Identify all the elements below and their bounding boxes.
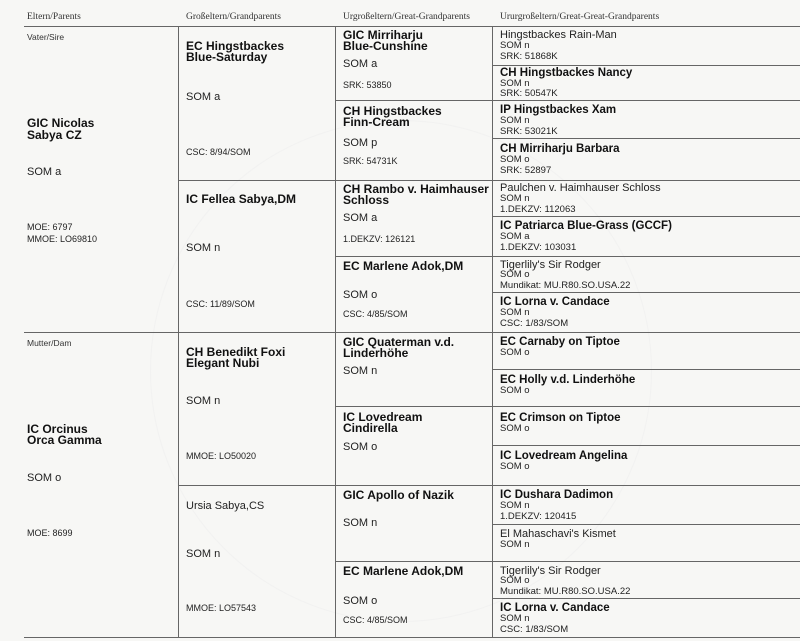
gggp-4-color: SOM o [500, 154, 530, 165]
ggp-6-color: SOM o [343, 441, 378, 453]
gp-2-name-line1: IC Fellea Sabya,DM [186, 192, 297, 206]
gggp-1-reg: SRK: 51868K [500, 51, 558, 62]
ggp-1-name-line2: Blue-Cunshine [343, 39, 428, 53]
gp-divider-2 [178, 485, 800, 486]
column-line [492, 26, 493, 637]
gggp-5-color: SOM n [500, 193, 530, 204]
gggp-15-color: SOM o [500, 575, 530, 586]
sire-color: SOM a [27, 166, 62, 178]
gggp-divider [492, 292, 800, 293]
gggp-16-color: SOM n [500, 613, 530, 624]
ggp-6-name-line2: Cindirella [343, 421, 398, 435]
sire-reg1: MOE: 6797 [27, 222, 73, 232]
ggp-4-color: SOM o [343, 289, 378, 301]
ggp-6-name-line1: IC Lovedream [343, 410, 423, 424]
ggp-divider-3 [335, 406, 800, 407]
sire-label: Vater/Sire [27, 32, 65, 42]
gp-3-reg: MMOE: LO50020 [186, 451, 257, 461]
gggp-11-name: EC Crimson on Tiptoe [500, 412, 621, 424]
sire-dam-divider [24, 332, 800, 333]
gggp-8-reg: CSC: 1/83/SOM [500, 318, 569, 329]
gggp-13-color: SOM n [500, 500, 530, 511]
gggp-7-color: SOM o [500, 269, 530, 280]
gp-1-name-line2: Blue-Saturday [186, 50, 268, 64]
header-divider [24, 26, 800, 27]
ggp-1-name-line1: GIC Mirriharju [343, 28, 424, 42]
ggp-3-color: SOM a [343, 212, 378, 224]
gp-2-reg: CSC: 11/89/SOM [186, 299, 255, 309]
dam-name-line2: Orca Gamma [27, 433, 102, 447]
ggp-3-reg: 1.DEKZV: 126121 [343, 234, 416, 244]
ggp-7-color: SOM n [343, 517, 378, 529]
ggp-8-reg: CSC: 4/85/SOM [343, 615, 408, 625]
gp-3-name-line1: CH Benedikt Foxi [186, 345, 286, 359]
ggp-8-color: SOM o [343, 595, 378, 607]
gggp-1-name: Hingstbackes Rain-Man [500, 29, 617, 41]
ggp-divider-2 [335, 256, 800, 257]
ggp-3-name-line2: Schloss [343, 193, 390, 207]
gggp-4-reg: SRK: 52897 [500, 165, 552, 176]
gggp-10-color: SOM o [500, 385, 530, 396]
gggp-12-name: IC Lovedream Angelina [500, 450, 628, 462]
gggp-11-color: SOM o [500, 423, 530, 434]
ggp-5-name-line2: Linderhöhe [343, 346, 409, 360]
ggp-2-name-line2: Finn-Cream [343, 115, 410, 129]
gggp-8-name: IC Lorna v. Candace [500, 296, 610, 308]
gggp-3-reg: SRK: 53021K [500, 126, 558, 137]
gggp-divider [492, 598, 800, 599]
gp-4-color: SOM n [186, 548, 221, 560]
gggp-3-name: IP Hingstbackes Xam [500, 104, 617, 116]
gggp-10-name: EC Holly v.d. Linderhöhe [500, 374, 636, 386]
gggp-15-reg: Mundikat: MU.R80.SO.USA.22 [500, 586, 631, 597]
ggp-2-name-line1: CH Hingstbackes [343, 104, 442, 118]
bottom-divider [24, 637, 800, 638]
gp-2-color: SOM n [186, 242, 221, 254]
dam-reg1: MOE: 8699 [27, 528, 73, 538]
gggp-5-name: Paulchen v. Haimhauser Schloss [500, 182, 661, 194]
gggp-7-name: Tigerlily's Sir Rodger [500, 259, 601, 271]
sire-name-line2: Sabya CZ [27, 128, 82, 142]
gggp-divider [492, 138, 800, 139]
gggp-4-name: CH Mirriharju Barbara [500, 143, 620, 155]
dam-name-line1: IC Orcinus [27, 422, 88, 436]
ggp-divider-4 [335, 561, 800, 562]
dam-label: Mutter/Dam [27, 338, 72, 348]
header-great-grandparents: Urgroßeltern/Great-Grandparents [343, 12, 470, 22]
header-great-great-grandparents: Ururgroßeltern/Great-Great-Grandparents [500, 12, 660, 22]
gggp-8-color: SOM n [500, 307, 530, 318]
gggp-14-name: El Mahaschavi's Kismet [500, 528, 616, 540]
ggp-7-name-line1: GIC Apollo of Nazik [343, 488, 454, 502]
gp-4-reg: MMOE: LO57543 [186, 603, 257, 613]
gggp-9-color: SOM o [500, 347, 530, 358]
gggp-14-color: SOM n [500, 539, 530, 550]
gggp-2-name: CH Hingstbackes Nancy [500, 67, 633, 79]
gp-divider-1 [178, 180, 800, 181]
gp-3-color: SOM n [186, 395, 221, 407]
header-parents: Eltern/Parents [27, 12, 81, 22]
gp-1-color: SOM a [186, 91, 221, 103]
gggp-13-reg: 1.DEKZV: 120415 [500, 511, 577, 522]
gggp-2-color: SOM n [500, 78, 530, 89]
gggp-2-reg: SRK: 50547K [500, 88, 558, 99]
gggp-9-name: EC Carnaby on Tiptoe [500, 336, 620, 348]
ggp-4-name-line1: EC Marlene Adok,DM [343, 259, 464, 273]
gggp-divider [492, 65, 800, 66]
ggp-5-color: SOM n [343, 365, 378, 377]
gggp-16-name: IC Lorna v. Candace [500, 602, 610, 614]
ggp-5-name-line1: GIC Quaterman v.d. [343, 335, 455, 349]
gggp-divider [492, 445, 800, 446]
column-line [335, 26, 336, 637]
gggp-15-name: Tigerlily's Sir Rodger [500, 565, 601, 577]
gggp-13-name: IC Dushara Dadimon [500, 489, 614, 501]
gp-4-name-line1: Ursia Sabya,CS [186, 500, 265, 512]
ggp-2-color: SOM p [343, 137, 378, 149]
gggp-divider [492, 369, 800, 370]
gp-1-name-line1: EC Hingstbackes [186, 39, 285, 53]
gggp-7-reg: Mundikat: MU.R80.SO.USA.22 [500, 280, 631, 291]
ggp-8-name-line1: EC Marlene Adok,DM [343, 564, 464, 578]
ggp-1-color: SOM a [343, 58, 378, 70]
gggp-6-name: IC Patriarca Blue-Grass (GCCF) [500, 220, 672, 232]
ggp-divider-1 [335, 100, 800, 101]
sire-name-line1: GIC Nicolas [27, 116, 95, 130]
gggp-1-color: SOM n [500, 40, 530, 51]
ggp-1-reg: SRK: 53850 [343, 80, 392, 90]
gggp-12-color: SOM o [500, 461, 530, 472]
gggp-3-color: SOM n [500, 115, 530, 126]
gggp-6-reg: 1.DEKZV: 103031 [500, 242, 577, 253]
gggp-5-reg: 1.DEKZV: 112063 [500, 204, 576, 215]
dam-color: SOM o [27, 472, 62, 484]
ggp-2-reg: SRK: 54731K [343, 156, 398, 166]
gggp-16-reg: CSC: 1/83/SOM [500, 624, 569, 635]
gp-3-name-line2: Elegant Nubi [186, 356, 260, 370]
column-line [178, 26, 179, 637]
gggp-divider [492, 216, 800, 217]
header-grandparents: Großeltern/Grandparents [186, 12, 281, 22]
gggp-6-color: SOM a [500, 231, 530, 242]
ggp-4-reg: CSC: 4/85/SOM [343, 309, 408, 319]
gp-1-reg: CSC: 8/94/SOM [186, 147, 251, 157]
gggp-divider [492, 524, 800, 525]
sire-reg2: MMOE: LO69810 [27, 234, 98, 244]
ggp-3-name-line1: CH Rambo v. Haimhauser [343, 182, 489, 196]
